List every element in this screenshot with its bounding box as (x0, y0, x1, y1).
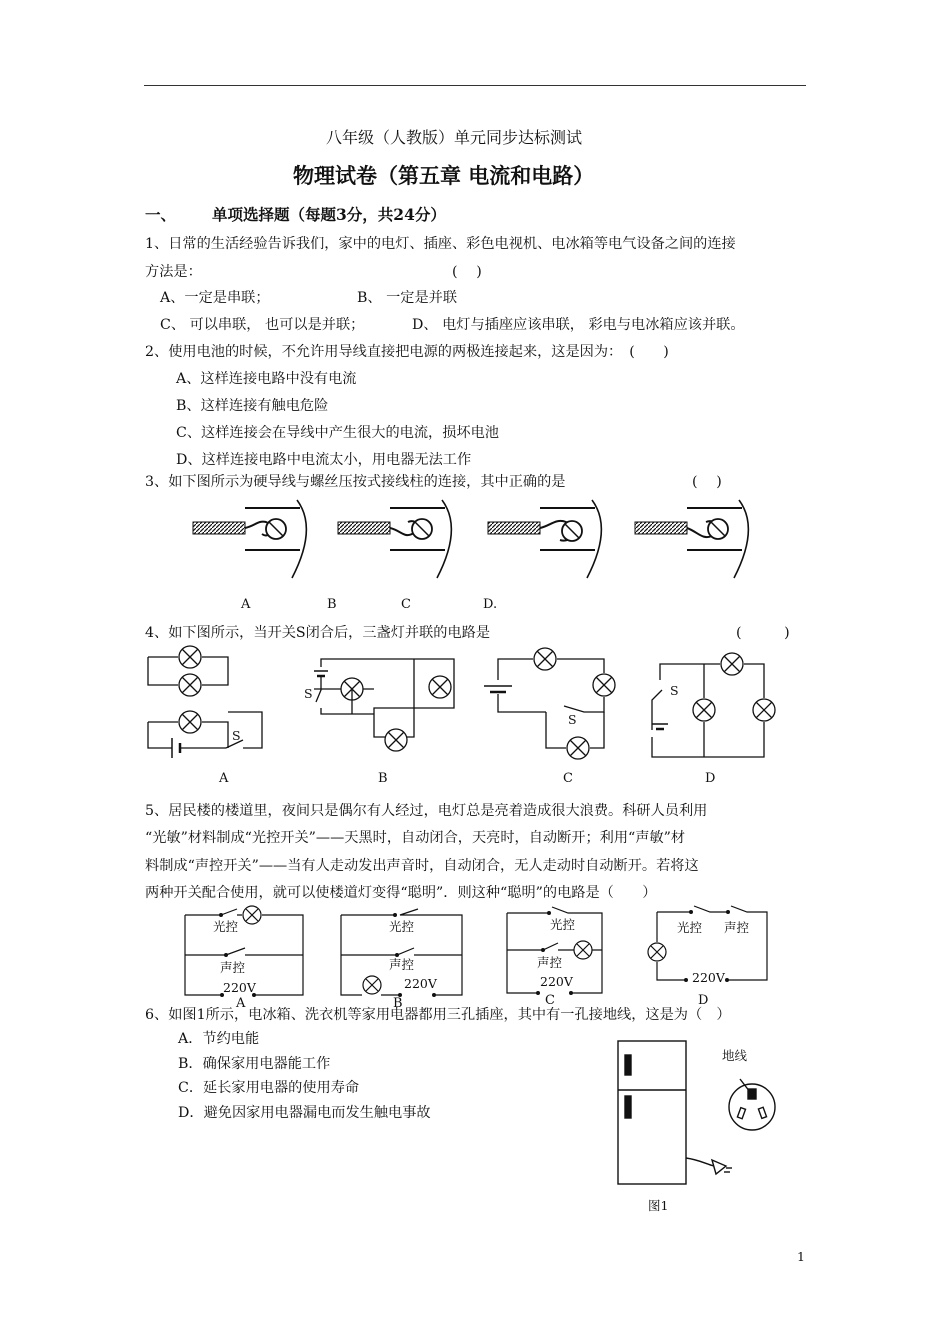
q5-label-b: B (393, 996, 403, 1011)
q2-option-d: D、这样连接电路中电流太小，用电器无法工作 (176, 452, 472, 468)
q3-label-d: D. (483, 597, 498, 612)
q4-a-switch-label: S (232, 728, 241, 743)
q5-c-light-ctrl: 光控 (550, 917, 576, 932)
q4-c-switch-label: S (568, 712, 577, 727)
q5-d-voltage: 220V (692, 970, 725, 985)
exam-title: 物理试卷（第五章 电流和电路） (293, 163, 595, 188)
q5-b-light-ctrl: 光控 (389, 919, 415, 934)
q2-option-a: A、这样连接电路中没有电流 (176, 371, 357, 387)
figure-1-caption: 图1 (648, 1198, 669, 1213)
q4-b-switch-label: S (304, 686, 313, 701)
q6-stem: 6、如图1所示，电冰箱、洗衣机等家用电器都用三孔插座，其中有一孔接地线，这是为（ ） (145, 1007, 731, 1023)
exam-subtitle: 八年级（人教版）单元同步达标测试 (326, 128, 583, 147)
q5-d-light-ctrl: 光控 (677, 920, 703, 935)
q3-answer-paren: ( ) (692, 474, 722, 490)
q5-c-sound-ctrl: 声控 (537, 955, 563, 970)
q6-option-a: A．节约电能 (178, 1031, 260, 1047)
q4-stem: 4、如下图所示，当开关S闭合后，三盏灯并联的电路是 (145, 625, 491, 641)
q5-a-light-ctrl: 光控 (213, 919, 239, 934)
q4-answer-paren: ( ) (736, 625, 790, 641)
section-title: 单项选择题（每题3分，共24分） (212, 205, 446, 224)
three-hole-socket-icon (729, 1079, 775, 1130)
q1-answer-paren: ( ) (452, 264, 482, 280)
ground-wire-label: 地线 (722, 1048, 748, 1063)
q3-stem: 3、如下图所示为硬导线与螺丝压按式接线柱的连接，其中正确的是 (145, 474, 566, 490)
q3-label-a: A (241, 597, 251, 612)
q4-label-a: A (219, 771, 229, 786)
q2-option-b: B、这样连接有触电危险 (176, 398, 329, 414)
q4-label-c: C (563, 771, 573, 786)
q4-label-b: B (378, 771, 388, 786)
q5-line2: “光敏”材料制成“光控开关”——天黑时，自动闭合，天亮时，自动断开；利用“声敏”材 (145, 830, 686, 846)
q4-d-switch-label: S (670, 683, 679, 698)
q1-option-c: C、 可以串联， 也可以是并联； (160, 317, 365, 333)
q4-label-d: D (705, 771, 716, 786)
page-number: 1 (797, 1249, 805, 1264)
q1-line1: 1、日常的生活经验告诉我们，家中的电灯、插座、彩色电视机、电冰箱等电气设备之间的连接 (145, 236, 736, 252)
q5-c-voltage: 220V (540, 974, 573, 989)
q6-option-c: C．延长家用电器的使用寿命 (178, 1080, 360, 1096)
q3-label-c: C (401, 597, 411, 612)
refrigerator-icon (618, 1041, 732, 1184)
q5-d-sound-ctrl: 声控 (724, 920, 750, 935)
q1-option-a: A、一定是串联； (160, 290, 270, 306)
q1-line2: 方法是： (145, 264, 202, 280)
q5-a-voltage: 220V (223, 980, 256, 995)
q5-line3: 料制成“声控开关”——当有人走动发出声音时，自动闭合，无人走动时自动断开。若将这 (145, 858, 699, 874)
q5-b-sound-ctrl: 声控 (389, 957, 415, 972)
q5-label-c: C (545, 993, 555, 1008)
q2-option-c: C、这样连接会在导线中产生很大的电流，损坏电池 (176, 425, 499, 441)
q1-option-d: D、 电灯与插座应该串联， 彩电与电冰箱应该并联。 (412, 317, 745, 333)
section-number: 一、 (145, 205, 177, 224)
q5-a-sound-ctrl: 声控 (220, 960, 246, 975)
q5-line4: 两种开关配合使用，就可以使楼道灯变得“聪明”．则这种“聪明”的电路是（ ） (145, 885, 657, 901)
q5-label-d: D (698, 993, 709, 1008)
q6-option-d: D．避免因家用电器漏电而发生触电事故 (178, 1105, 431, 1121)
q5-b-voltage: 220V (404, 976, 437, 991)
q2-stem: 2、使用电池的时候，不允许用导线直接把电源的两极连接起来，这是因为： ( ) (145, 344, 669, 360)
q6-option-b: B．确保家用电器能工作 (178, 1056, 331, 1072)
q5-label-a: A (236, 996, 246, 1011)
q1-option-b: B、 一定是并联 (357, 290, 458, 306)
q3-label-b: B (327, 597, 337, 612)
q5-line1: 5、居民楼的楼道里，夜间只是偶尔有人经过，电灯总是亮着造成很大浪费。科研人员利用 (145, 803, 708, 819)
